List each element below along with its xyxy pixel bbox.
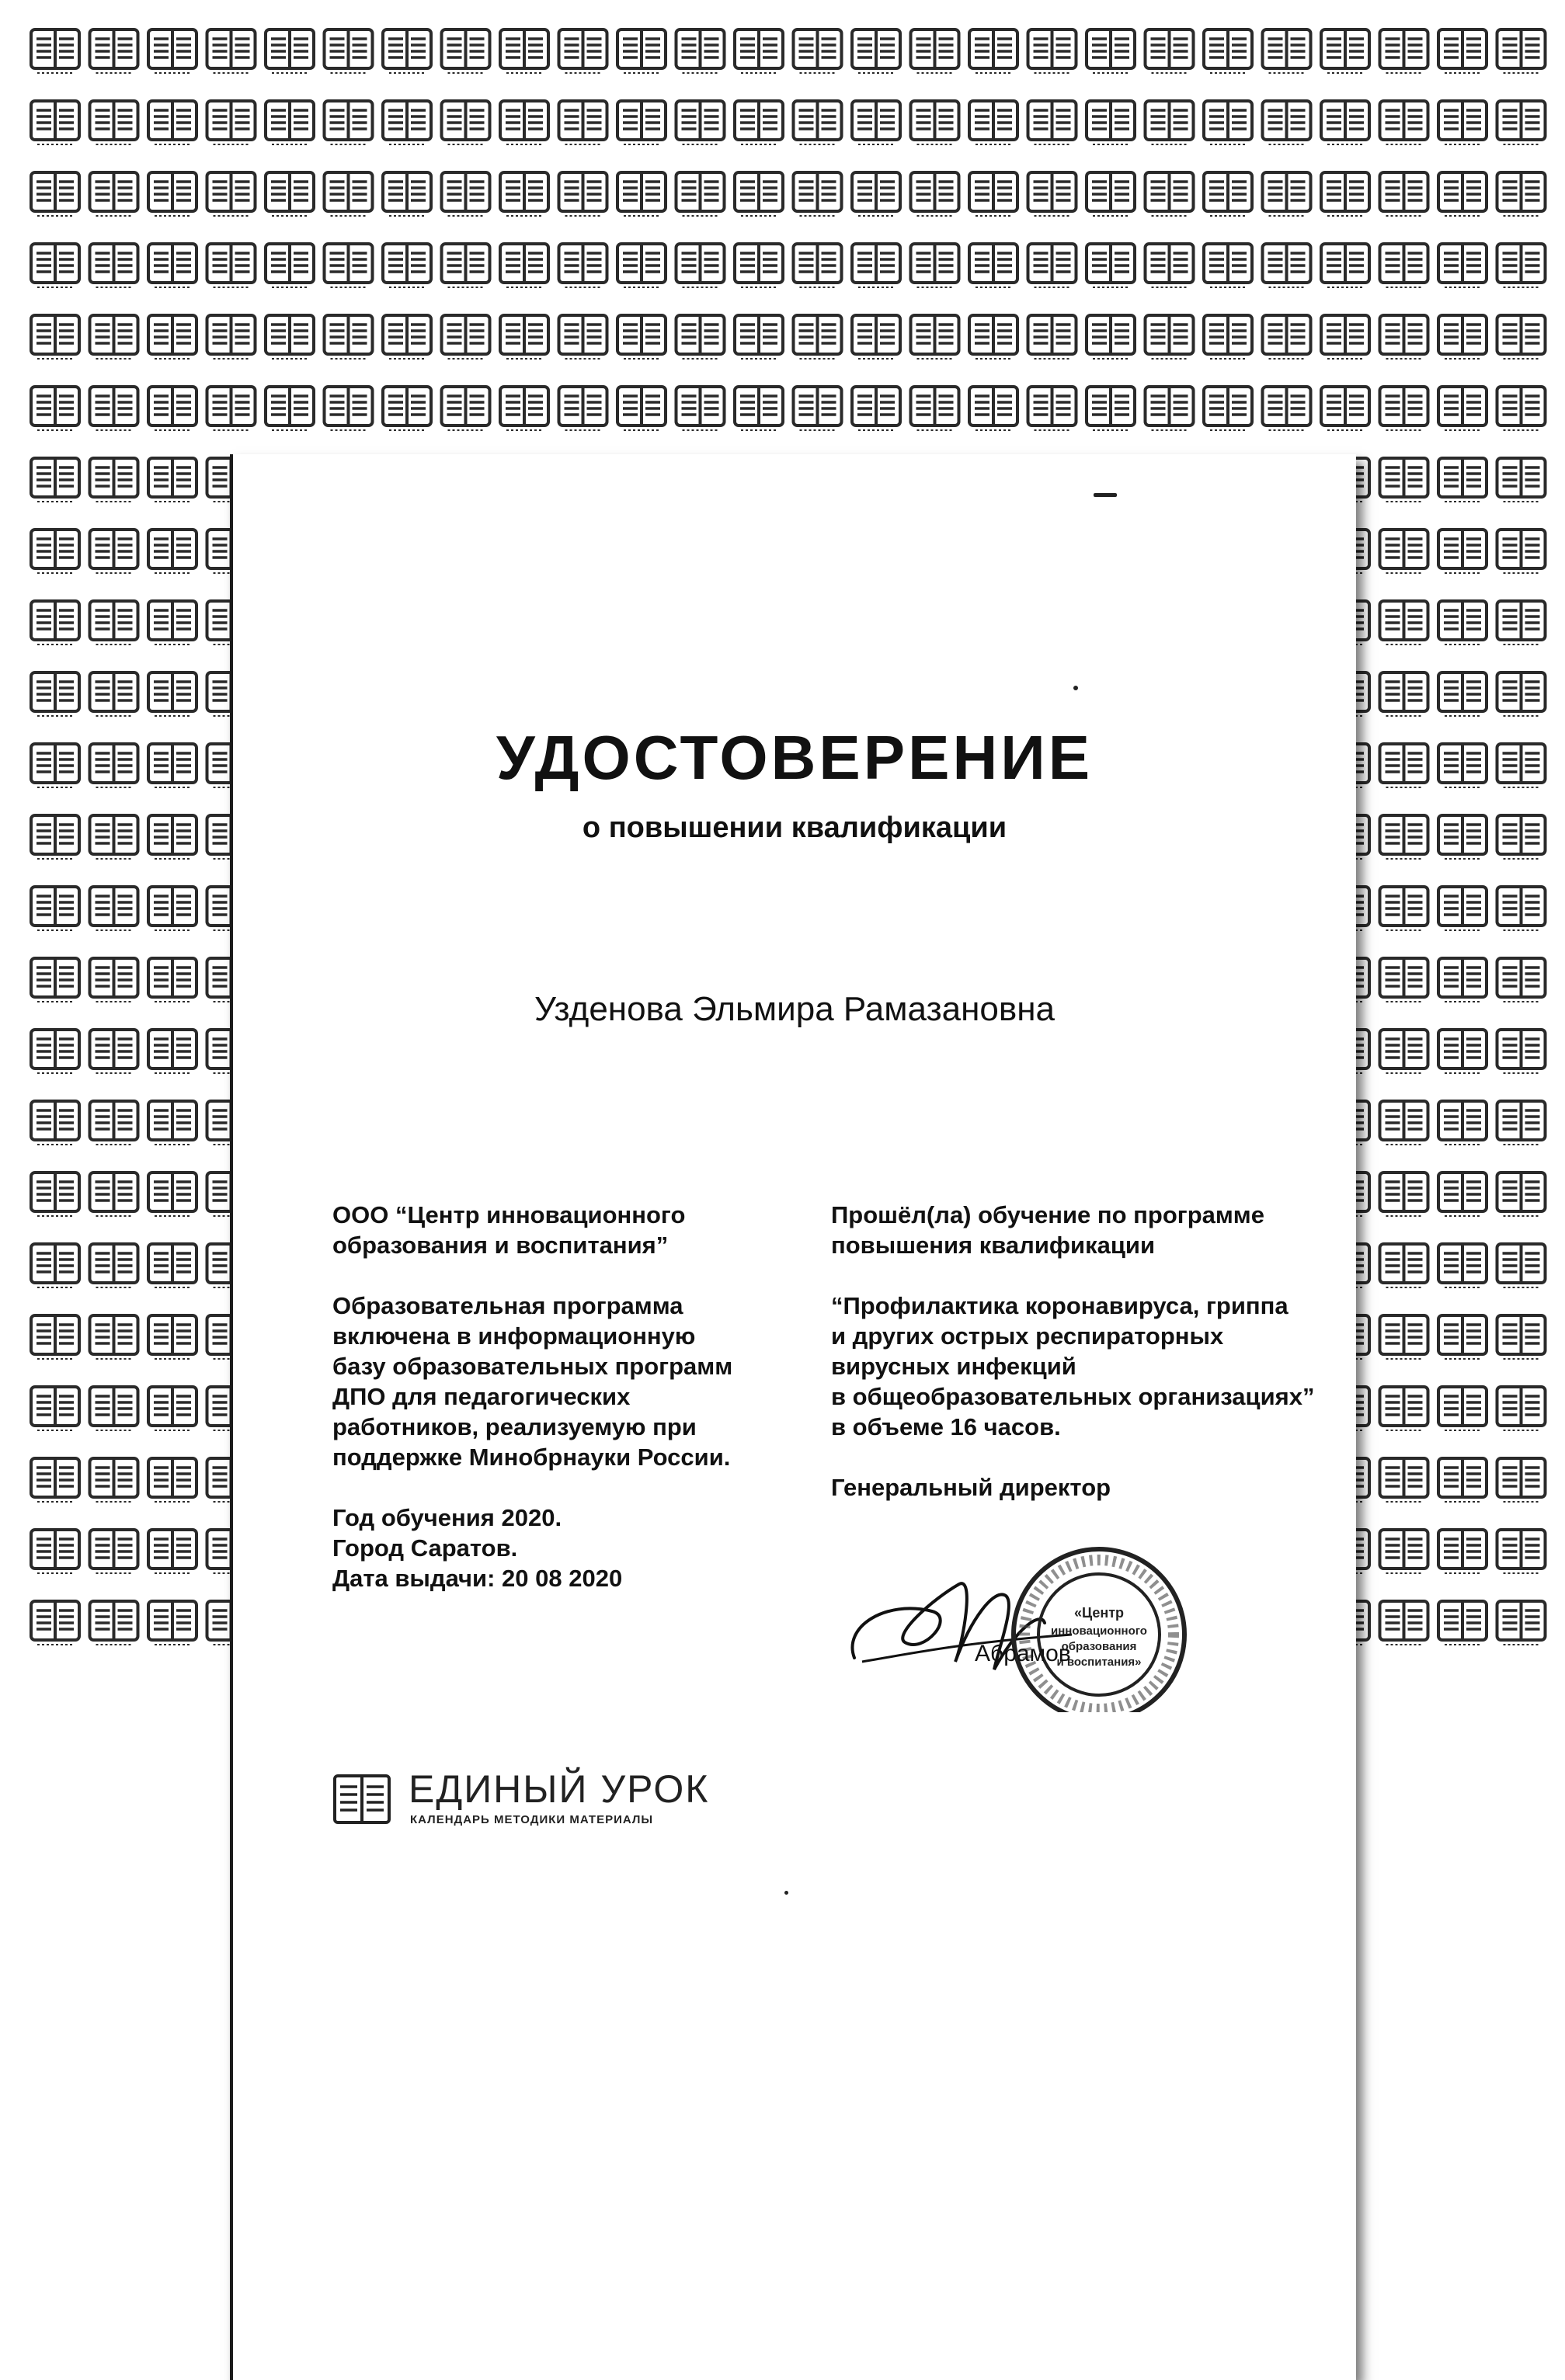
pattern-book-icon (325, 30, 373, 73)
pattern-book-icon (676, 387, 725, 430)
print-speck (1073, 686, 1078, 690)
pattern-book-icon (1438, 1101, 1487, 1145)
pattern-book-icon (500, 101, 548, 144)
pattern-book-icon (1146, 244, 1194, 287)
pattern-book-icon (90, 387, 138, 430)
pattern-book-icon (911, 30, 959, 73)
pattern-book-icon (148, 1030, 196, 1073)
pattern-book-icon (617, 30, 666, 73)
svg-text:образования: образования (1061, 1640, 1137, 1653)
pattern-book-icon (969, 101, 1017, 144)
right-column (831, 1200, 1344, 1533)
pattern-book-icon (266, 172, 314, 216)
pattern-book-icon (1497, 1315, 1546, 1359)
pattern-book-icon (1380, 30, 1428, 73)
pattern-book-icon (90, 30, 138, 73)
pattern-book-icon (383, 101, 431, 144)
pattern-book-icon (559, 244, 607, 287)
pattern-book-icon (31, 458, 79, 502)
pattern-book-icon (31, 1030, 79, 1073)
pattern-book-icon (148, 958, 196, 1002)
pattern-book-icon (1380, 958, 1428, 1002)
pattern-book-icon (1380, 887, 1428, 930)
pattern-book-icon (31, 315, 79, 359)
pattern-book-icon (676, 30, 725, 73)
pattern-book-icon (1380, 387, 1428, 430)
pattern-book-icon (969, 30, 1017, 73)
pattern-book-icon (500, 315, 548, 359)
pattern-book-icon (1497, 1101, 1546, 1145)
pattern-book-icon (1497, 958, 1546, 1002)
pattern-book-icon (852, 101, 900, 144)
pattern-book-icon (1204, 244, 1252, 287)
pattern-book-icon (617, 101, 666, 144)
pattern-book-icon (500, 172, 548, 216)
pattern-book-icon (1204, 387, 1252, 430)
pattern-book-icon (31, 744, 79, 787)
pattern-book-icon (325, 315, 373, 359)
program-title: “Профилактика коронавируса, гриппа и других острых респираторных вирусных инфекций в общеобразовательных организациях” в объеме 16 часов. (831, 1292, 1315, 1440)
pattern-book-icon (266, 387, 314, 430)
signer-title: Генеральный директор (831, 1474, 1111, 1501)
pattern-book-icon (1028, 101, 1076, 144)
pattern-book-icon (148, 101, 196, 144)
pattern-book-icon (1497, 1173, 1546, 1216)
pattern-book-icon (559, 101, 607, 144)
pattern-book-icon (1321, 30, 1369, 73)
round-stamp-icon (1014, 1549, 1184, 1712)
pattern-book-icon (1438, 1458, 1487, 1502)
pattern-book-icon (148, 601, 196, 645)
pattern-book-icon (1497, 1030, 1546, 1073)
pattern-book-icon (969, 315, 1017, 359)
pattern-book-icon (442, 387, 490, 430)
pattern-book-icon (559, 387, 607, 430)
pattern-book-icon (559, 315, 607, 359)
pattern-book-icon (911, 244, 959, 287)
pattern-book-icon (1263, 244, 1311, 287)
pattern-book-icon (148, 172, 196, 216)
pattern-book-icon (1321, 172, 1369, 216)
pattern-book-icon (1321, 244, 1369, 287)
print-speck (1094, 493, 1117, 497)
pattern-book-icon (559, 172, 607, 216)
pattern-book-icon (1380, 530, 1428, 573)
pattern-book-icon (794, 101, 842, 144)
pattern-book-icon (1380, 1244, 1428, 1287)
pattern-book-icon (1263, 172, 1311, 216)
signature-and-seal (839, 1526, 1243, 1712)
document-subtitle: о повышении квалификации (582, 811, 1007, 844)
pattern-book-icon (1321, 387, 1369, 430)
pattern-book-icon (1438, 172, 1487, 216)
pattern-book-icon (90, 458, 138, 502)
pattern-book-icon (266, 315, 314, 359)
pattern-book-icon (1087, 387, 1135, 430)
pattern-book-icon (1380, 1315, 1428, 1359)
pattern-book-icon (148, 1101, 196, 1145)
pattern-book-icon (1438, 458, 1487, 502)
pattern-book-icon (1438, 244, 1487, 287)
pattern-book-icon (207, 30, 256, 73)
pattern-book-icon (794, 244, 842, 287)
pattern-book-icon (794, 30, 842, 73)
pattern-book-icon (1438, 30, 1487, 73)
pattern-book-icon (1028, 387, 1076, 430)
pattern-book-icon (1438, 1244, 1487, 1287)
pattern-book-icon (1497, 244, 1546, 287)
pattern-book-icon (383, 172, 431, 216)
pattern-book-icon (1380, 815, 1428, 859)
pattern-book-icon (1146, 30, 1194, 73)
pattern-book-icon (1438, 887, 1487, 930)
pattern-book-icon (1497, 1458, 1546, 1502)
pattern-book-icon (90, 1030, 138, 1073)
pattern-book-icon (31, 887, 79, 930)
pattern-book-icon (1028, 315, 1076, 359)
pattern-book-icon (676, 101, 725, 144)
pattern-book-icon (325, 172, 373, 216)
pattern-book-icon (148, 1458, 196, 1502)
pattern-book-icon (1263, 30, 1311, 73)
pattern-book-icon (90, 1601, 138, 1645)
pattern-book-icon (735, 172, 783, 216)
pattern-book-icon (969, 244, 1017, 287)
pattern-book-icon (1438, 1530, 1487, 1573)
pattern-book-icon (735, 315, 783, 359)
pattern-book-icon (1497, 672, 1546, 716)
pattern-book-icon (1497, 887, 1546, 930)
pattern-book-icon (852, 387, 900, 430)
pattern-book-icon (735, 101, 783, 144)
pattern-book-icon (31, 1173, 79, 1216)
pattern-book-icon (1204, 101, 1252, 144)
pattern-book-icon (90, 315, 138, 359)
pattern-book-icon (1497, 1530, 1546, 1573)
pattern-book-icon (31, 672, 79, 716)
pattern-book-icon (1497, 101, 1546, 144)
pattern-book-icon (31, 1387, 79, 1430)
pattern-book-icon (31, 815, 79, 859)
pattern-book-icon (1438, 530, 1487, 573)
pattern-book-icon (1087, 172, 1135, 216)
pattern-book-icon (148, 315, 196, 359)
logo-name: ЕДИНЫЙ УРОК (409, 1767, 710, 1811)
pattern-book-icon (1438, 315, 1487, 359)
pattern-book-icon (383, 30, 431, 73)
pattern-book-icon (617, 315, 666, 359)
pattern-book-icon (1321, 101, 1369, 144)
pattern-book-icon (1438, 1315, 1487, 1359)
pattern-book-icon (90, 172, 138, 216)
pattern-book-icon (325, 387, 373, 430)
pattern-book-icon (676, 315, 725, 359)
left-column (332, 1200, 767, 1624)
pattern-book-icon (325, 244, 373, 287)
pattern-book-icon (1380, 315, 1428, 359)
pattern-book-icon (1497, 315, 1546, 359)
pattern-book-icon (1438, 387, 1487, 430)
open-book-icon (332, 1770, 391, 1829)
pattern-book-icon (90, 530, 138, 573)
pattern-book-icon (383, 244, 431, 287)
pattern-book-icon (617, 244, 666, 287)
pattern-book-icon (148, 887, 196, 930)
pattern-book-icon (1380, 458, 1428, 502)
completion-text: Прошёл(ла) обучение по программе повышения квалификации (831, 1201, 1264, 1259)
pattern-book-icon (31, 1458, 79, 1502)
pattern-book-icon (1087, 244, 1135, 287)
pattern-book-icon (266, 30, 314, 73)
pattern-book-icon (90, 244, 138, 287)
pattern-book-icon (148, 244, 196, 287)
pattern-book-icon (90, 101, 138, 144)
pattern-book-icon (90, 1387, 138, 1430)
pattern-book-icon (148, 1244, 196, 1287)
pattern-book-icon (794, 315, 842, 359)
pattern-book-icon (852, 30, 900, 73)
pattern-book-icon (1204, 172, 1252, 216)
pattern-book-icon (31, 1601, 79, 1645)
pattern-book-icon (676, 172, 725, 216)
pattern-book-icon (31, 101, 79, 144)
pattern-book-icon (90, 744, 138, 787)
pattern-book-icon (31, 30, 79, 73)
pattern-book-icon (1380, 672, 1428, 716)
pattern-book-icon (148, 1387, 196, 1430)
pattern-book-icon (90, 815, 138, 859)
pattern-book-icon (383, 387, 431, 430)
pattern-book-icon (148, 387, 196, 430)
pattern-book-icon (1380, 1530, 1428, 1573)
pattern-book-icon (1438, 1601, 1487, 1645)
pattern-book-icon (148, 458, 196, 502)
pattern-book-icon (1438, 601, 1487, 645)
pattern-book-icon (735, 244, 783, 287)
pattern-book-icon (1497, 458, 1546, 502)
pattern-book-icon (1263, 315, 1311, 359)
pattern-book-icon (852, 244, 900, 287)
pattern-book-icon (559, 30, 607, 73)
pattern-book-icon (1497, 1387, 1546, 1430)
logo-tagline: КАЛЕНДАРЬ МЕТОДИКИ МАТЕРИАЛЫ (410, 1813, 654, 1826)
pattern-book-icon (1321, 315, 1369, 359)
pattern-book-icon (148, 1173, 196, 1216)
svg-text:инновационного: инновационного (1051, 1624, 1147, 1638)
pattern-book-icon (90, 601, 138, 645)
pattern-book-icon (1497, 601, 1546, 645)
pattern-book-icon (148, 30, 196, 73)
pattern-book-icon (1380, 1030, 1428, 1073)
pattern-book-icon (1438, 815, 1487, 859)
pattern-book-icon (1380, 1458, 1428, 1502)
pattern-book-icon (148, 815, 196, 859)
recipient-name: Узденова Эльмира Рамазановна (534, 990, 1056, 1028)
certificate-card (230, 454, 1356, 2380)
pattern-book-icon (90, 1530, 138, 1573)
pattern-book-icon (1263, 101, 1311, 144)
pattern-book-icon (1438, 101, 1487, 144)
pattern-book-icon (1204, 315, 1252, 359)
pattern-book-icon (1380, 101, 1428, 144)
pattern-book-icon (1497, 30, 1546, 73)
pattern-book-icon (911, 172, 959, 216)
pattern-book-icon (1438, 1387, 1487, 1430)
pattern-book-icon (31, 530, 79, 573)
pattern-book-icon (1497, 530, 1546, 573)
pattern-book-icon (1146, 101, 1194, 144)
pattern-book-icon (1380, 1101, 1428, 1145)
pattern-book-icon (207, 101, 256, 144)
pattern-book-icon (383, 315, 431, 359)
pattern-book-icon (90, 1101, 138, 1145)
signer-name: Абрамов (975, 1641, 1071, 1666)
pattern-book-icon (794, 387, 842, 430)
pattern-book-icon (735, 387, 783, 430)
pattern-book-icon (1263, 387, 1311, 430)
svg-text:«Центр: «Центр (1073, 1605, 1125, 1621)
pattern-book-icon (31, 1530, 79, 1573)
pattern-book-icon (31, 244, 79, 287)
pattern-book-icon (1497, 387, 1546, 430)
program-note: Образовательная программа включена в информационную базу образовательных программ ДПО для педагогических работников, реализуемую при поддержке Минобрнауки России. (332, 1292, 733, 1471)
pattern-book-icon (911, 101, 959, 144)
pattern-book-icon (852, 315, 900, 359)
pattern-book-icon (911, 315, 959, 359)
pattern-book-icon (90, 958, 138, 1002)
pattern-book-icon (90, 1458, 138, 1502)
edinyi-urok-logo (332, 1767, 798, 1836)
pattern-book-icon (1028, 244, 1076, 287)
pattern-book-icon (1380, 1387, 1428, 1430)
pattern-book-icon (148, 1530, 196, 1573)
pattern-book-icon (148, 672, 196, 716)
pattern-book-icon (442, 244, 490, 287)
pattern-book-icon (852, 172, 900, 216)
pattern-book-icon (90, 1173, 138, 1216)
pattern-book-icon (31, 172, 79, 216)
pattern-book-icon (1087, 315, 1135, 359)
pattern-book-icon (207, 315, 256, 359)
pattern-book-icon (1438, 1030, 1487, 1073)
pattern-book-icon (617, 172, 666, 216)
pattern-book-icon (90, 1244, 138, 1287)
pattern-book-icon (442, 315, 490, 359)
pattern-book-icon (1204, 30, 1252, 73)
pattern-book-icon (442, 101, 490, 144)
svg-text:и воспитания»: и воспитания» (1056, 1656, 1142, 1669)
pattern-book-icon (1087, 30, 1135, 73)
pattern-book-icon (969, 387, 1017, 430)
document-title: УДОСТОВЕРЕНИЕ (496, 723, 1094, 792)
pattern-book-icon (266, 101, 314, 144)
pattern-book-icon (207, 172, 256, 216)
pattern-book-icon (266, 244, 314, 287)
pattern-book-icon (617, 387, 666, 430)
pattern-book-icon (148, 1315, 196, 1359)
pattern-book-icon (1497, 744, 1546, 787)
pattern-book-icon (1497, 815, 1546, 859)
pattern-book-icon (735, 30, 783, 73)
pattern-book-icon (1497, 1601, 1546, 1645)
pattern-book-icon (31, 1315, 79, 1359)
pattern-book-icon (1380, 244, 1428, 287)
pattern-book-icon (500, 30, 548, 73)
pattern-book-icon (1497, 172, 1546, 216)
pattern-book-icon (442, 30, 490, 73)
pattern-book-icon (90, 672, 138, 716)
pattern-book-icon (207, 244, 256, 287)
pattern-book-icon (1438, 672, 1487, 716)
pattern-book-icon (1380, 1173, 1428, 1216)
pattern-book-icon (1146, 315, 1194, 359)
pattern-book-icon (1146, 172, 1194, 216)
pattern-book-icon (1380, 172, 1428, 216)
pattern-book-icon (1087, 101, 1135, 144)
pattern-book-icon (1438, 744, 1487, 787)
pattern-book-icon (31, 387, 79, 430)
pattern-book-icon (148, 1601, 196, 1645)
pattern-book-icon (500, 387, 548, 430)
pattern-book-icon (31, 958, 79, 1002)
pattern-book-icon (969, 172, 1017, 216)
pattern-book-icon (148, 530, 196, 573)
print-speck (784, 1891, 788, 1895)
pattern-book-icon (31, 1101, 79, 1145)
pattern-book-icon (1028, 172, 1076, 216)
pattern-book-icon (325, 101, 373, 144)
pattern-book-icon (148, 744, 196, 787)
pattern-book-icon (207, 387, 256, 430)
pattern-book-icon (90, 887, 138, 930)
pattern-book-icon (1380, 1601, 1428, 1645)
pattern-book-icon (911, 387, 959, 430)
pattern-book-icon (1380, 601, 1428, 645)
pattern-book-icon (1146, 387, 1194, 430)
pattern-book-icon (442, 172, 490, 216)
pattern-book-icon (1438, 1173, 1487, 1216)
pattern-book-icon (794, 172, 842, 216)
pattern-book-icon (1028, 30, 1076, 73)
issue-details: Год обучения 2020. Город Саратов. Дата выдачи: 20 08 2020 (332, 1504, 623, 1592)
organization-name: ООО “Центр инновационного образования и воспитания” (332, 1201, 686, 1259)
pattern-book-icon (676, 244, 725, 287)
pattern-book-icon (31, 1244, 79, 1287)
pattern-book-icon (1438, 958, 1487, 1002)
pattern-book-icon (90, 1315, 138, 1359)
pattern-book-icon (1380, 744, 1428, 787)
pattern-book-icon (1497, 1244, 1546, 1287)
pattern-book-icon (31, 601, 79, 645)
pattern-book-icon (500, 244, 548, 287)
